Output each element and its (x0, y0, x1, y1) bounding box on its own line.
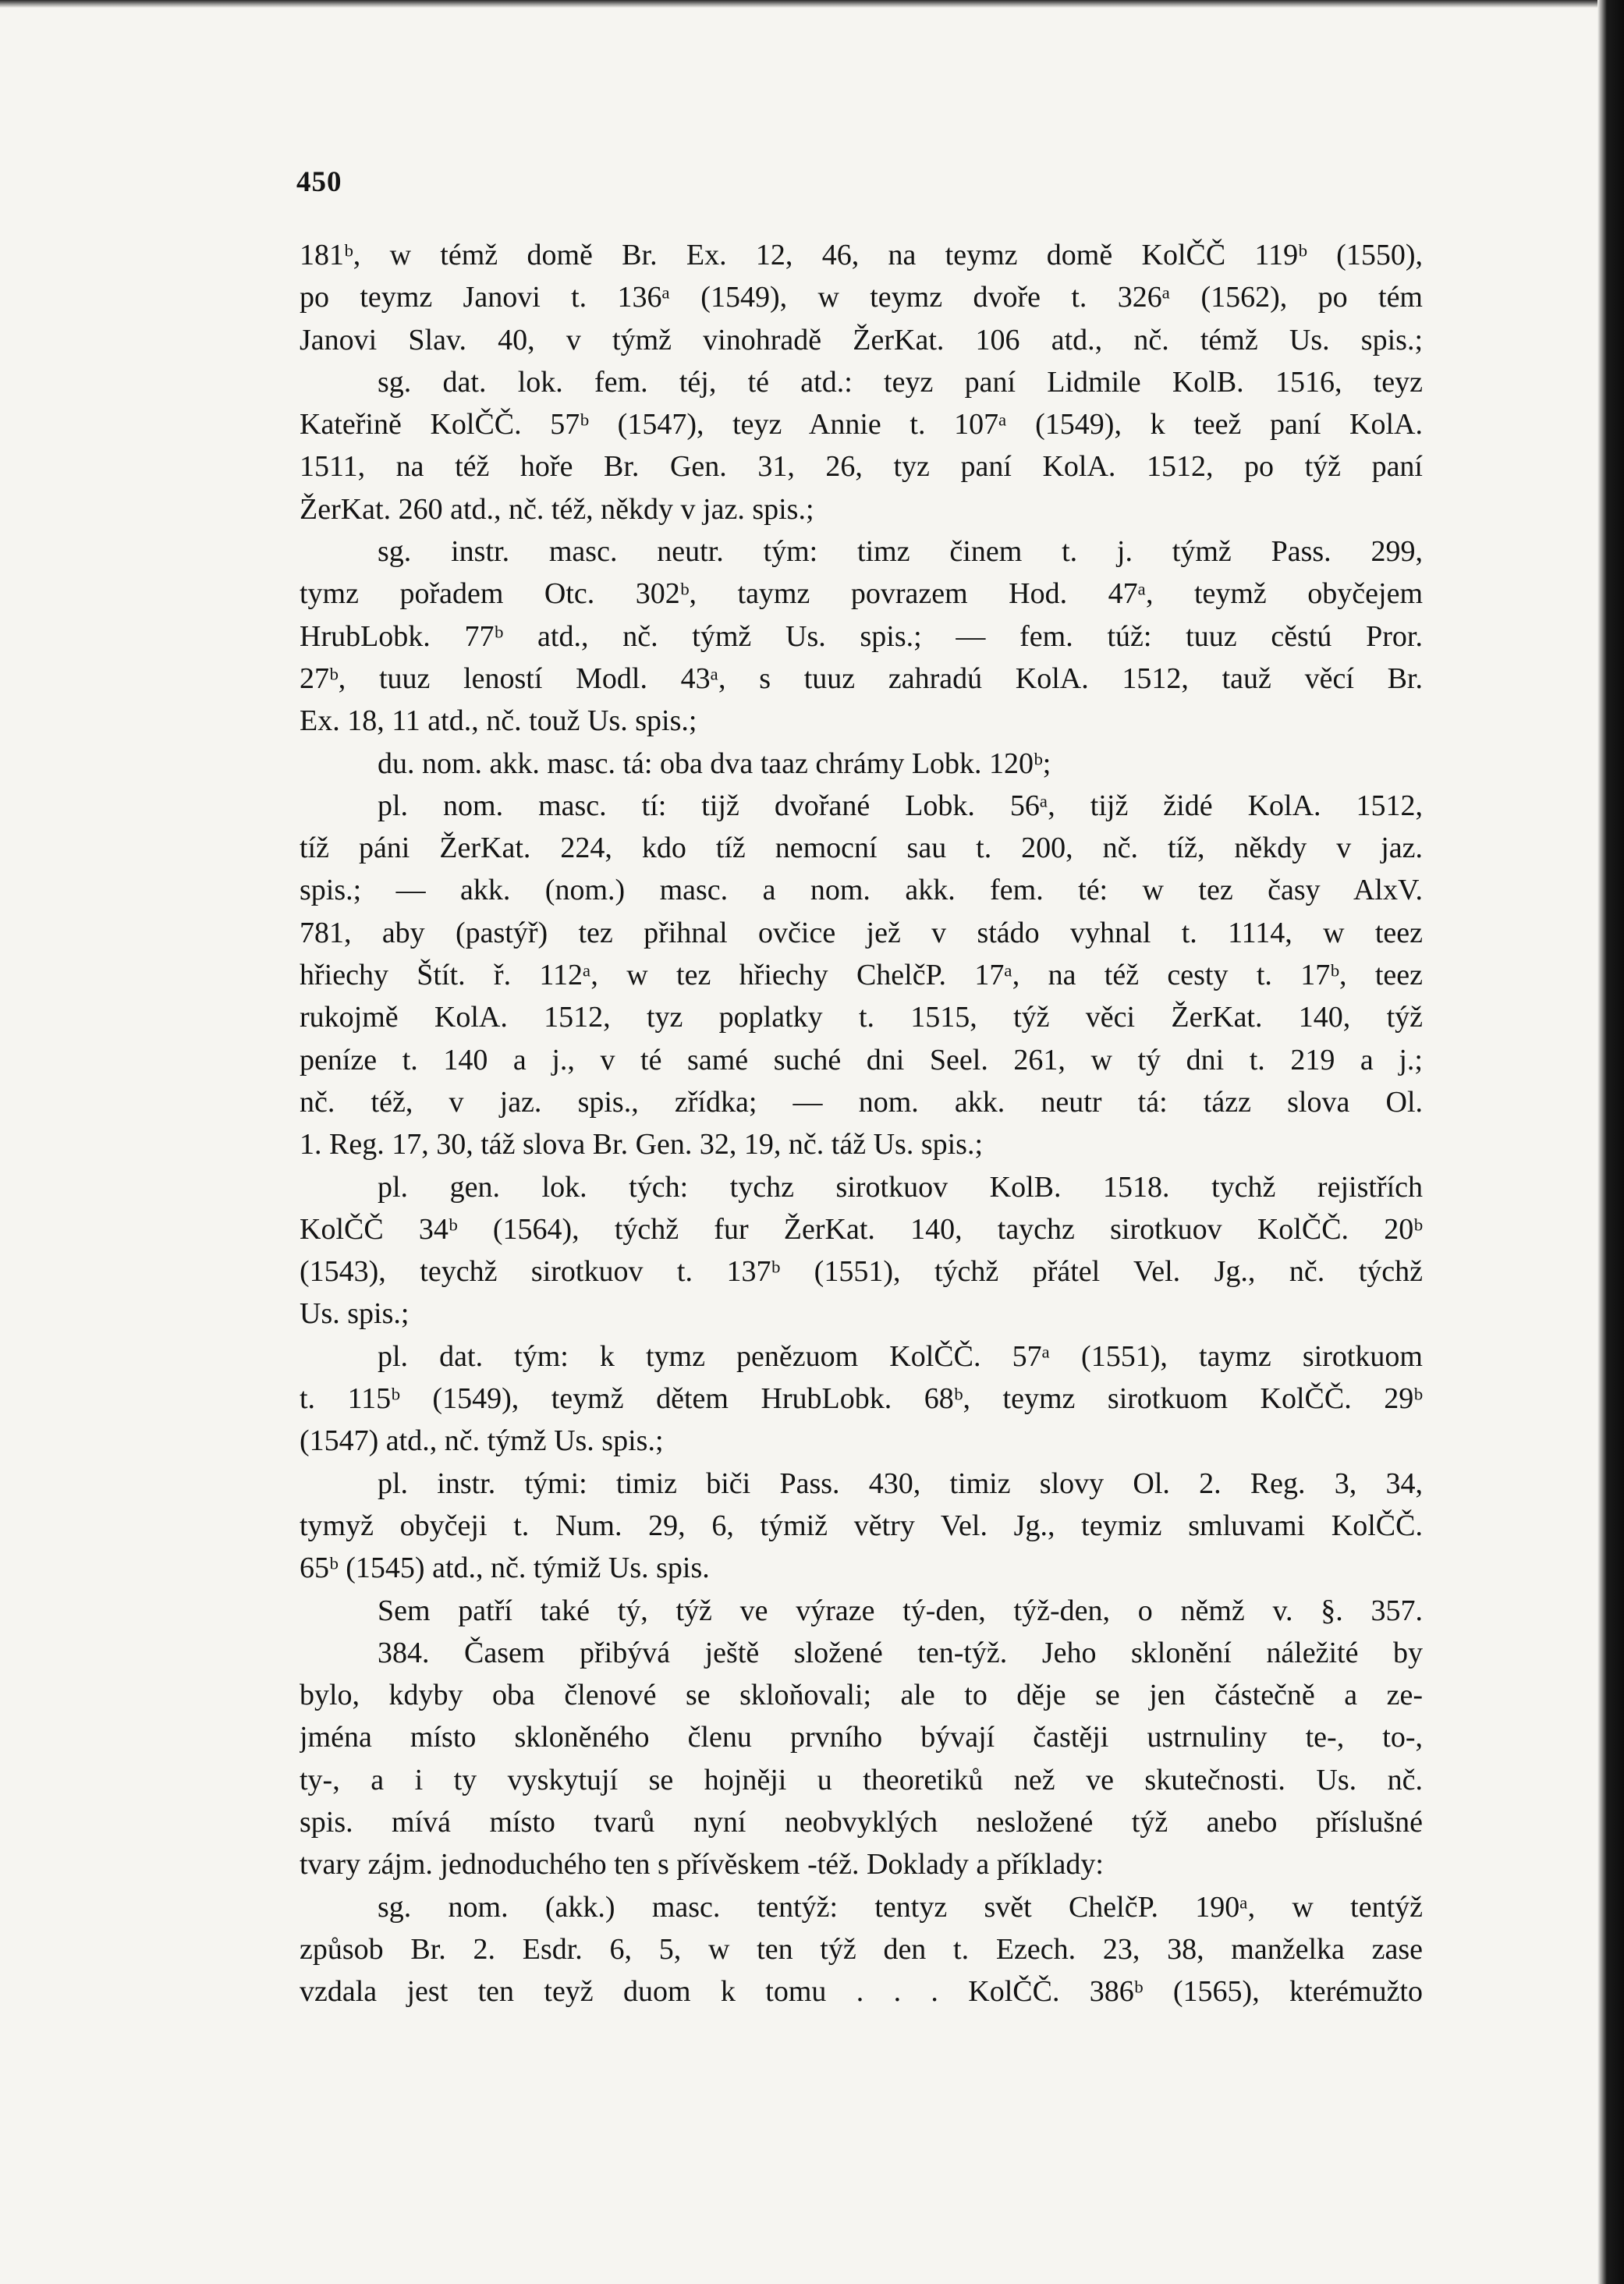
text-line: Kateřině KolČČ. 57ᵇ (1547), teyz Annie t. 107ᵃ (1549), k teež paní KolA. (300, 408, 1423, 442)
text-line: peníze t. 140 a j., v té samé suché dni Seel. 261, w tý dni t. 219 a j.; (300, 1043, 1423, 1076)
page-number: 450 (296, 166, 342, 198)
text-line: hřiechy Štít. ř. 112ᵃ, w tez hřiechy ChelčP. 17ᵃ, na též cesty t. 17ᵇ, teez (300, 959, 1423, 992)
text-line: HrubLobk. 77ᵇ atd., nč. týmž Us. spis.; — fem. túž: tuuz cěstú Pror. (300, 619, 1423, 653)
text-line: spis. mívá místo tvarů nyní neobvyklých nesložené týž anebo příslušné (300, 1805, 1423, 1839)
text-line: 65ᵇ (1545) atd., nč. týmiž Us. spis. (300, 1552, 710, 1585)
text-line: po teymz Janovi t. 136ᵃ (1549), w teymz dvoře t. 326ᵃ (1562), po tém (300, 281, 1423, 314)
page-edge-right (1597, 0, 1624, 2284)
text-line: tíž páni ŽerKat. 224, kdo tíž nemocní sau t. 200, nč. tíž, někdy v jaz. (300, 832, 1423, 865)
text-line: ty-, a i ty vyskytují se hojněji u theoretiků než ve skutečnosti. Us. nč. (300, 1763, 1423, 1796)
text-line: jména místo skloněného členu prvního bývají častěji ustrnuliny te-, to-, (300, 1721, 1423, 1754)
text-line: sg. nom. (akk.) masc. tentýž: tentyz svět ChelčP. 190ᵃ, w tentýž (378, 1890, 1423, 1924)
text-line: KolČČ 34ᵇ (1564), týchž fur ŽerKat. 140, taychz sirotkuov KolČČ. 20ᵇ (300, 1212, 1423, 1246)
text-line: 781, aby (pastýř) tez přihnal ovčice jež v stádo vyhnal t. 1114, w teez (300, 916, 1423, 949)
text-line: pl. instr. tými: timiz biči Pass. 430, timiz slovy Ol. 2. Reg. 3, 34, (378, 1467, 1423, 1500)
text-line: Sem patří také tý, týž ve výraze tý-den, týž-den, o němž v. §. 357. (378, 1594, 1423, 1627)
text-line: nč. též, v jaz. spis., zřídka; — nom. akk. neutr tá: tázz slova Ol. (300, 1085, 1423, 1119)
text-line: du. nom. akk. masc. tá: oba dva taaz chrámy Lobk. 120ᵇ; (378, 747, 1051, 780)
text-line: 181ᵇ, w témž domě Br. Ex. 12, 46, na teymz domě KolČČ 119ᵇ (1550), (300, 239, 1423, 271)
text-line: tymyž obyčeji t. Num. 29, 6, týmiž větry Vel. Jg., teymiz smluvami KolČČ. (300, 1509, 1423, 1542)
text-line: spis.; — akk. (nom.) masc. a nom. akk. fem. té: w tez časy AlxV. (300, 874, 1423, 907)
text-line: 1. Reg. 17, 30, táž slova Br. Gen. 32, 19, nč. táž Us. spis.; (300, 1128, 984, 1162)
text-line: tvary zájm. jednoduchého ten s přívěskem -též. Doklady a příklady: (300, 1848, 1104, 1881)
text-line: t. 115ᵇ (1549), teymž dětem HrubLobk. 68ᵇ, teymz sirotkuom KolČČ. 29ᵇ (300, 1382, 1423, 1416)
text-line: 384. Časem přibývá ještě složené ten-týž. Jeho sklonění náležité by (378, 1636, 1423, 1669)
text-line: bylo, kdyby oba členové se skloňovali; ale to děje se jen částečně a ze- (300, 1679, 1423, 1712)
text-line: sg. instr. masc. neutr. tým: timz činem t. j. týmž Pass. 299, (378, 535, 1423, 569)
text-line: pl. nom. masc. tí: tijž dvořané Lobk. 56ᵃ, tijž židé KolA. 1512, (378, 789, 1423, 822)
page-edge-top (0, 0, 1624, 8)
text-line: vzdala jest ten teyž duom k tomu . . . KolČČ. 386ᵇ (1565), kterémužto (300, 1975, 1423, 2009)
text-line: ŽerKat. 260 atd., nč. též, někdy v jaz. spis.; (300, 492, 814, 526)
text-line: 1511, na též hoře Br. Gen. 31, 26, tyz paní KolA. 1512, po týž paní (300, 450, 1423, 484)
text-line: pl. gen. lok. tých: tychz sirotkuov KolB. 1518. tychž rejistřích (378, 1170, 1423, 1204)
text-line: (1543), teychž sirotkuov t. 137ᵇ (1551), týchž přátel Vel. Jg., nč. týchž (300, 1255, 1423, 1289)
text-line: rukojmě KolA. 1512, tyz poplatky t. 1515, týž věci ŽerKat. 140, týž (300, 1001, 1423, 1034)
text-line: tymz pořadem Otc. 302ᵇ, taymz povrazem Hod. 47ᵃ, teymž obyčejem (300, 577, 1423, 611)
text-line: 27ᵇ, tuuz leností Modl. 43ᵃ, s tuuz zahradú KolA. 1512, tauž věcí Br. (300, 661, 1423, 695)
body-text (300, 234, 1423, 2013)
text-line: (1547) atd., nč. týmž Us. spis.; (300, 1424, 664, 1458)
text-line: způsob Br. 2. Esdr. 6, 5, w ten týž den t. Ezech. 23, 38, manželka zase (300, 1932, 1423, 1966)
text-line: Ex. 18, 11 atd., nč. touž Us. spis.; (300, 704, 697, 738)
text-line: Us. spis.; (300, 1297, 410, 1331)
text-line: Janovi Slav. 40, v týmž vinohradě ŽerKat. 106 atd., nč. témž Us. spis.; (300, 323, 1423, 356)
text-line: sg. dat. lok. fem. téj, té atd.: teyz paní Lidmile KolB. 1516, teyz (378, 365, 1423, 399)
text-line: pl. dat. tým: k tymz penězuom KolČČ. 57ᵃ (1551), taymz sirotkuom (378, 1339, 1423, 1373)
